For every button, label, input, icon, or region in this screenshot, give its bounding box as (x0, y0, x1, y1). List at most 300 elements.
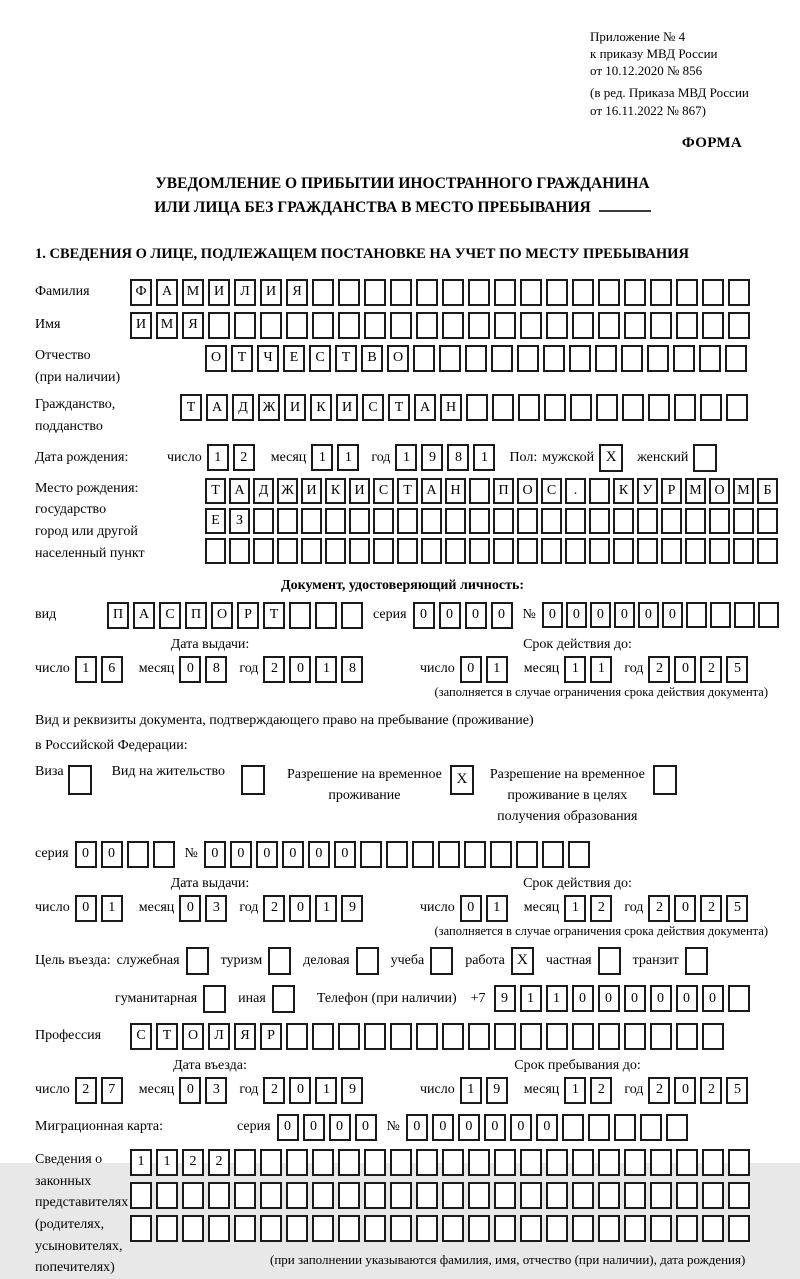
form-cell[interactable] (286, 1149, 308, 1176)
form-cell[interactable] (676, 1149, 698, 1176)
form-cell[interactable]: 2 (590, 1077, 612, 1104)
form-cell[interactable] (542, 841, 564, 868)
form-cell[interactable] (421, 538, 442, 564)
form-cell[interactable] (546, 312, 568, 339)
form-cell[interactable] (733, 508, 754, 534)
form-cell[interactable] (416, 1215, 438, 1242)
form-cell[interactable]: 2 (263, 1077, 285, 1104)
form-cell[interactable]: П (493, 478, 514, 504)
form-cell[interactable] (661, 508, 682, 534)
form-cell[interactable]: 1 (207, 444, 229, 471)
form-cell[interactable]: 0 (303, 1114, 325, 1141)
form-cell[interactable] (493, 508, 514, 534)
form-cell[interactable] (493, 538, 514, 564)
form-cell[interactable]: 3 (205, 895, 227, 922)
form-cell[interactable] (621, 345, 643, 372)
form-cell[interactable]: 1 (315, 656, 337, 683)
form-cell[interactable]: К (310, 394, 332, 421)
residence-valid-day-input[interactable] (460, 895, 512, 922)
form-cell[interactable]: 0 (75, 841, 97, 868)
form-cell[interactable] (520, 312, 542, 339)
form-cell[interactable]: 0 (638, 602, 659, 628)
form-cell[interactable]: 0 (277, 1114, 299, 1141)
form-cell[interactable] (442, 1215, 464, 1242)
form-cell[interactable] (520, 1215, 542, 1242)
entry-month-input[interactable] (179, 1077, 231, 1104)
form-cell[interactable] (130, 1215, 152, 1242)
form-cell[interactable] (728, 1149, 750, 1176)
form-cell[interactable]: 0 (465, 602, 487, 629)
identity-doc-kind-input[interactable] (107, 602, 367, 629)
form-cell[interactable]: 7 (101, 1077, 123, 1104)
form-cell[interactable] (325, 508, 346, 534)
form-cell[interactable] (661, 538, 682, 564)
form-cell[interactable]: Ф (130, 279, 152, 306)
form-cell[interactable]: 0 (289, 656, 311, 683)
form-cell[interactable]: 0 (256, 841, 278, 868)
form-cell[interactable] (416, 1182, 438, 1209)
form-cell[interactable] (338, 312, 360, 339)
form-cell[interactable]: Л (208, 1023, 230, 1050)
form-cell[interactable]: Я (286, 279, 308, 306)
form-cell[interactable]: 0 (536, 1114, 558, 1141)
form-cell[interactable] (338, 1215, 360, 1242)
purpose-work-checkbox[interactable]: X (511, 947, 534, 975)
form-cell[interactable]: 8 (205, 656, 227, 683)
form-cell[interactable]: 1 (130, 1149, 152, 1176)
form-cell[interactable]: И (336, 394, 358, 421)
birth-month-input[interactable] (311, 444, 363, 471)
residence-issue-day-input[interactable] (75, 895, 127, 922)
form-cell[interactable]: К (325, 478, 346, 504)
form-cell[interactable] (569, 345, 591, 372)
form-cell[interactable] (728, 312, 750, 339)
form-cell[interactable] (541, 508, 562, 534)
form-cell[interactable] (301, 538, 322, 564)
form-cell[interactable]: 1 (564, 656, 586, 683)
form-cell[interactable]: 1 (486, 656, 508, 683)
form-cell[interactable] (416, 312, 438, 339)
form-cell[interactable] (468, 1215, 490, 1242)
form-cell[interactable] (728, 1182, 750, 1209)
form-cell[interactable] (260, 312, 282, 339)
form-cell[interactable]: 0 (75, 895, 97, 922)
form-cell[interactable]: 0 (624, 985, 646, 1012)
form-cell[interactable] (588, 1114, 610, 1141)
form-cell[interactable]: 5 (726, 1077, 748, 1104)
residence-valid-year-input[interactable] (648, 895, 752, 922)
form-cell[interactable]: 0 (491, 602, 513, 629)
form-cell[interactable] (229, 538, 250, 564)
form-cell[interactable] (544, 394, 566, 421)
form-cell[interactable] (412, 841, 434, 868)
form-cell[interactable]: Т (231, 345, 253, 372)
form-cell[interactable]: 0 (674, 895, 696, 922)
form-cell[interactable] (733, 538, 754, 564)
form-cell[interactable]: 0 (650, 985, 672, 1012)
legal-reps-input-row1[interactable] (130, 1149, 754, 1176)
form-cell[interactable] (728, 985, 750, 1012)
form-cell[interactable] (416, 1023, 438, 1050)
form-cell[interactable] (349, 538, 370, 564)
form-cell[interactable] (709, 538, 730, 564)
form-cell[interactable]: 0 (566, 602, 587, 628)
form-cell[interactable] (390, 279, 412, 306)
form-cell[interactable] (442, 1182, 464, 1209)
form-cell[interactable]: 9 (494, 985, 516, 1012)
form-cell[interactable]: 1 (315, 1077, 337, 1104)
form-cell[interactable] (253, 508, 274, 534)
form-cell[interactable] (572, 1149, 594, 1176)
form-cell[interactable] (421, 508, 442, 534)
temp-residence-education-checkbox[interactable] (653, 765, 677, 795)
birth-day-input[interactable] (207, 444, 259, 471)
citizenship-input[interactable] (180, 394, 752, 421)
form-cell[interactable]: 2 (700, 656, 722, 683)
form-cell[interactable]: Т (156, 1023, 178, 1050)
form-cell[interactable] (726, 394, 748, 421)
form-cell[interactable] (338, 1149, 360, 1176)
form-cell[interactable] (312, 312, 334, 339)
form-cell[interactable] (589, 508, 610, 534)
form-cell[interactable] (685, 538, 706, 564)
form-cell[interactable] (624, 1149, 646, 1176)
form-cell[interactable] (637, 508, 658, 534)
form-cell[interactable] (702, 1182, 724, 1209)
form-cell[interactable] (686, 602, 707, 628)
form-cell[interactable]: Д (253, 478, 274, 504)
form-cell[interactable] (543, 345, 565, 372)
form-cell[interactable] (709, 508, 730, 534)
form-cell[interactable] (702, 1149, 724, 1176)
form-cell[interactable] (277, 508, 298, 534)
form-cell[interactable] (364, 1149, 386, 1176)
form-cell[interactable]: Д (232, 394, 254, 421)
form-cell[interactable]: 0 (432, 1114, 454, 1141)
form-cell[interactable] (445, 538, 466, 564)
purpose-other-checkbox[interactable] (272, 985, 295, 1013)
form-cell[interactable]: 2 (648, 1077, 670, 1104)
form-cell[interactable] (491, 345, 513, 372)
form-cell[interactable]: 0 (458, 1114, 480, 1141)
form-cell[interactable] (286, 1023, 308, 1050)
form-cell[interactable]: У (637, 478, 658, 504)
form-cell[interactable]: 1 (315, 895, 337, 922)
form-cell[interactable]: 0 (484, 1114, 506, 1141)
form-cell[interactable] (469, 508, 490, 534)
form-cell[interactable]: 0 (308, 841, 330, 868)
form-cell[interactable] (466, 394, 488, 421)
form-cell[interactable] (397, 538, 418, 564)
form-cell[interactable] (757, 538, 778, 564)
form-cell[interactable]: И (130, 312, 152, 339)
form-cell[interactable] (648, 394, 670, 421)
form-cell[interactable]: 2 (182, 1149, 204, 1176)
form-cell[interactable]: 8 (341, 656, 363, 683)
form-cell[interactable] (572, 1182, 594, 1209)
form-cell[interactable] (676, 1182, 698, 1209)
form-cell[interactable] (182, 1215, 204, 1242)
form-cell[interactable] (360, 841, 382, 868)
patronymic-input[interactable] (205, 345, 751, 372)
form-cell[interactable]: Н (440, 394, 462, 421)
form-cell[interactable] (390, 1023, 412, 1050)
form-cell[interactable]: О (709, 478, 730, 504)
form-cell[interactable] (572, 312, 594, 339)
form-cell[interactable]: 0 (230, 841, 252, 868)
phone-input[interactable] (494, 985, 754, 1012)
form-cell[interactable]: 1 (473, 444, 495, 471)
form-cell[interactable]: 0 (334, 841, 356, 868)
form-cell[interactable]: С (309, 345, 331, 372)
form-cell[interactable] (520, 1023, 542, 1050)
form-cell[interactable]: Ч (257, 345, 279, 372)
form-cell[interactable] (702, 1023, 724, 1050)
form-cell[interactable] (598, 1215, 620, 1242)
form-cell[interactable]: А (156, 279, 178, 306)
form-cell[interactable] (315, 602, 337, 629)
form-cell[interactable]: Т (205, 478, 226, 504)
form-cell[interactable]: И (301, 478, 322, 504)
purpose-commercial-checkbox[interactable] (356, 947, 379, 975)
form-cell[interactable] (728, 279, 750, 306)
identity-issue-day-input[interactable] (75, 656, 127, 683)
form-cell[interactable]: И (260, 279, 282, 306)
form-cell[interactable]: Я (182, 312, 204, 339)
residence-valid-month-input[interactable] (564, 895, 616, 922)
form-cell[interactable] (640, 1114, 662, 1141)
stay-day-input[interactable] (460, 1077, 512, 1104)
form-cell[interactable] (673, 345, 695, 372)
form-cell[interactable] (624, 279, 646, 306)
form-cell[interactable] (520, 279, 542, 306)
form-cell[interactable] (700, 394, 722, 421)
identity-valid-year-input[interactable] (648, 656, 752, 683)
form-cell[interactable] (492, 394, 514, 421)
form-cell[interactable] (253, 538, 274, 564)
form-cell[interactable]: З (229, 508, 250, 534)
form-cell[interactable] (364, 1023, 386, 1050)
form-cell[interactable]: Т (335, 345, 357, 372)
form-cell[interactable] (208, 1182, 230, 1209)
form-cell[interactable]: 6 (101, 656, 123, 683)
form-cell[interactable] (494, 1182, 516, 1209)
form-cell[interactable] (598, 1182, 620, 1209)
form-cell[interactable] (589, 478, 610, 504)
residence-issue-year-input[interactable] (263, 895, 367, 922)
form-cell[interactable]: 2 (590, 895, 612, 922)
form-cell[interactable] (494, 1215, 516, 1242)
form-cell[interactable] (464, 841, 486, 868)
purpose-tourism-checkbox[interactable] (268, 947, 291, 975)
form-cell[interactable] (562, 1114, 584, 1141)
form-cell[interactable] (702, 279, 724, 306)
form-cell[interactable] (666, 1114, 688, 1141)
given-name-input[interactable] (130, 312, 754, 339)
form-cell[interactable] (468, 1182, 490, 1209)
form-cell[interactable] (312, 1215, 334, 1242)
form-cell[interactable] (622, 394, 644, 421)
form-cell[interactable] (758, 602, 779, 628)
form-cell[interactable] (568, 841, 590, 868)
form-cell[interactable]: 0 (179, 656, 201, 683)
form-cell[interactable] (613, 508, 634, 534)
form-cell[interactable] (494, 279, 516, 306)
form-cell[interactable] (676, 279, 698, 306)
form-cell[interactable] (725, 345, 747, 372)
form-cell[interactable] (312, 1149, 334, 1176)
form-cell[interactable]: 1 (486, 895, 508, 922)
form-cell[interactable]: 9 (486, 1077, 508, 1104)
form-cell[interactable] (364, 312, 386, 339)
identity-valid-day-input[interactable] (460, 656, 512, 683)
form-cell[interactable]: И (349, 478, 370, 504)
form-cell[interactable] (647, 345, 669, 372)
form-cell[interactable] (598, 279, 620, 306)
residence-issue-month-input[interactable] (179, 895, 231, 922)
form-cell[interactable]: 0 (614, 602, 635, 628)
form-cell[interactable]: П (185, 602, 207, 629)
form-cell[interactable] (517, 538, 538, 564)
form-cell[interactable]: П (107, 602, 129, 629)
form-cell[interactable]: 0 (598, 985, 620, 1012)
form-cell[interactable] (494, 1149, 516, 1176)
form-cell[interactable] (341, 602, 363, 629)
form-cell[interactable] (624, 312, 646, 339)
form-cell[interactable] (468, 312, 490, 339)
form-cell[interactable] (156, 1215, 178, 1242)
form-cell[interactable] (260, 1182, 282, 1209)
form-cell[interactable] (589, 538, 610, 564)
form-cell[interactable]: 2 (263, 656, 285, 683)
form-cell[interactable] (546, 1149, 568, 1176)
form-cell[interactable] (153, 841, 175, 868)
form-cell[interactable]: 0 (289, 895, 311, 922)
form-cell[interactable] (312, 279, 334, 306)
form-cell[interactable] (234, 1215, 256, 1242)
identity-valid-month-input[interactable] (564, 656, 616, 683)
form-cell[interactable]: И (284, 394, 306, 421)
form-cell[interactable] (445, 508, 466, 534)
form-cell[interactable] (413, 345, 435, 372)
form-cell[interactable] (546, 1023, 568, 1050)
form-cell[interactable]: М (685, 478, 706, 504)
form-cell[interactable] (650, 1149, 672, 1176)
form-cell[interactable]: 2 (208, 1149, 230, 1176)
form-cell[interactable] (595, 345, 617, 372)
form-cell[interactable]: 1 (311, 444, 333, 471)
form-cell[interactable] (676, 1023, 698, 1050)
form-cell[interactable] (494, 1023, 516, 1050)
form-cell[interactable]: 0 (460, 656, 482, 683)
form-cell[interactable] (598, 1149, 620, 1176)
form-cell[interactable]: 1 (337, 444, 359, 471)
form-cell[interactable]: 0 (676, 985, 698, 1012)
form-cell[interactable]: 9 (341, 1077, 363, 1104)
form-cell[interactable] (494, 312, 516, 339)
form-cell[interactable]: Б (757, 478, 778, 504)
form-cell[interactable] (702, 1215, 724, 1242)
form-cell[interactable] (182, 1182, 204, 1209)
form-cell[interactable] (208, 312, 230, 339)
identity-issue-month-input[interactable] (179, 656, 231, 683)
form-cell[interactable] (699, 345, 721, 372)
form-cell[interactable] (438, 841, 460, 868)
form-cell[interactable]: С (373, 478, 394, 504)
form-cell[interactable] (390, 1182, 412, 1209)
form-cell[interactable] (685, 508, 706, 534)
form-cell[interactable]: 0 (101, 841, 123, 868)
form-cell[interactable] (520, 1149, 542, 1176)
purpose-transit-checkbox[interactable] (685, 947, 708, 975)
form-cell[interactable]: 0 (674, 1077, 696, 1104)
form-cell[interactable] (364, 279, 386, 306)
form-cell[interactable] (416, 1149, 438, 1176)
form-cell[interactable] (541, 538, 562, 564)
form-cell[interactable]: 0 (355, 1114, 377, 1141)
form-cell[interactable]: Ж (258, 394, 280, 421)
form-cell[interactable]: С (541, 478, 562, 504)
form-cell[interactable] (624, 1215, 646, 1242)
form-cell[interactable] (260, 1215, 282, 1242)
form-cell[interactable]: А (414, 394, 436, 421)
form-cell[interactable] (465, 345, 487, 372)
form-cell[interactable]: Н (445, 478, 466, 504)
form-cell[interactable] (301, 508, 322, 534)
migration-card-series-input[interactable] (277, 1114, 381, 1141)
form-cell[interactable] (364, 1215, 386, 1242)
form-cell[interactable]: 0 (179, 895, 201, 922)
form-cell[interactable]: 1 (460, 1077, 482, 1104)
form-cell[interactable] (130, 1182, 152, 1209)
legal-reps-input-row3[interactable] (130, 1215, 754, 1242)
form-cell[interactable]: 0 (413, 602, 435, 629)
form-cell[interactable]: 2 (700, 895, 722, 922)
form-cell[interactable] (490, 841, 512, 868)
form-cell[interactable] (468, 1149, 490, 1176)
purpose-private-checkbox[interactable] (598, 947, 621, 975)
form-cell[interactable] (289, 602, 311, 629)
form-cell[interactable] (565, 538, 586, 564)
form-cell[interactable]: 0 (674, 656, 696, 683)
form-cell[interactable] (373, 508, 394, 534)
form-cell[interactable] (286, 1182, 308, 1209)
form-cell[interactable] (650, 279, 672, 306)
form-cell[interactable] (260, 1149, 282, 1176)
form-cell[interactable] (734, 602, 755, 628)
form-cell[interactable]: 2 (648, 895, 670, 922)
form-cell[interactable]: 8 (447, 444, 469, 471)
purpose-humanitarian-checkbox[interactable] (203, 985, 226, 1013)
form-cell[interactable]: 1 (395, 444, 417, 471)
form-cell[interactable]: 0 (702, 985, 724, 1012)
form-cell[interactable]: Е (205, 508, 226, 534)
form-cell[interactable] (596, 394, 618, 421)
purpose-study-checkbox[interactable] (430, 947, 453, 975)
form-cell[interactable]: С (362, 394, 384, 421)
surname-input[interactable] (130, 279, 754, 306)
form-cell[interactable]: 0 (542, 602, 563, 628)
identity-issue-year-input[interactable] (263, 656, 367, 683)
form-cell[interactable] (127, 841, 149, 868)
form-cell[interactable]: 0 (460, 895, 482, 922)
form-cell[interactable] (468, 1023, 490, 1050)
form-cell[interactable] (286, 312, 308, 339)
form-cell[interactable]: Т (263, 602, 285, 629)
form-cell[interactable] (416, 279, 438, 306)
form-cell[interactable] (517, 345, 539, 372)
form-cell[interactable] (637, 538, 658, 564)
